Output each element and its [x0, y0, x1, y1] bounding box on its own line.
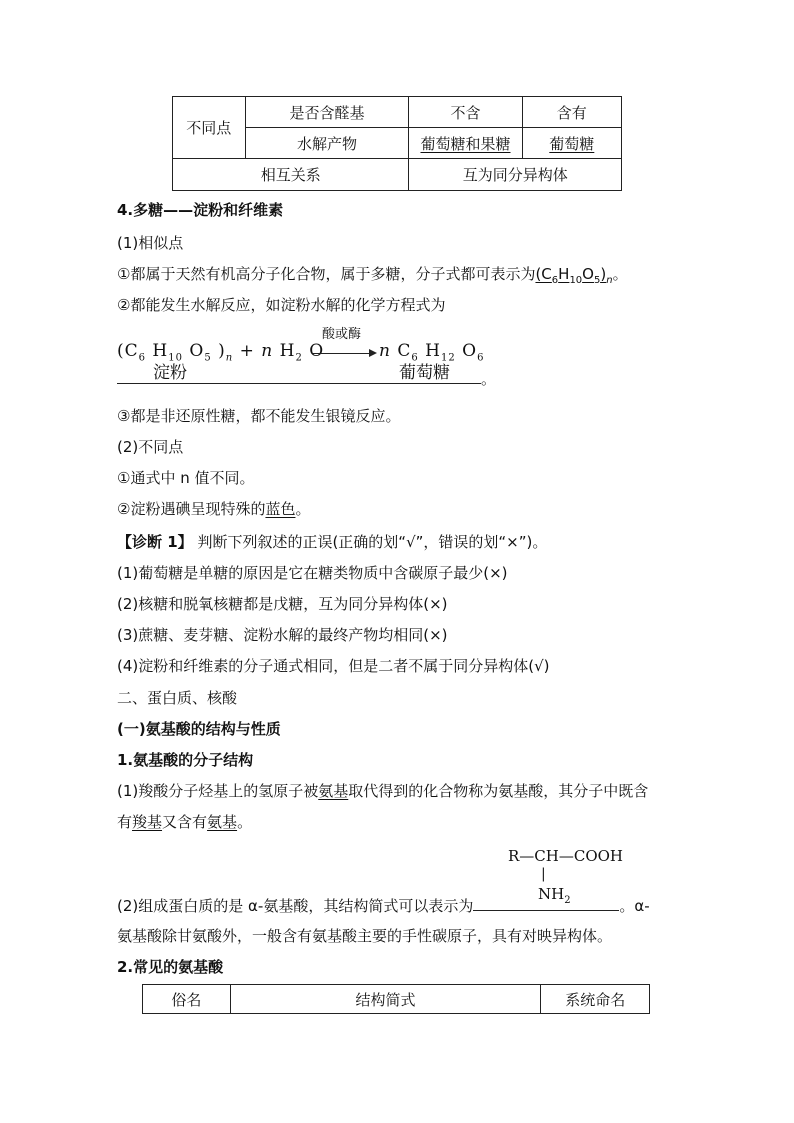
- value-cell: 含有: [522, 97, 621, 128]
- list-item: (1)葡萄糖是单糖的原因是它在糖类物质中含碳原子最少(×): [117, 564, 508, 582]
- formula-blank: $(C_6H_{10}O_5)_n$: [535, 265, 613, 286]
- structure-bond: |: [541, 866, 546, 882]
- list-item: (4)淀粉和纤维素的分子通式相同，但是二者不属于同分异构体(√): [117, 657, 550, 675]
- paragraph: ②都能发生水解反应，如淀粉水解的化学方程式为: [117, 296, 446, 314]
- prop-cell: 水解产物: [245, 128, 409, 159]
- starch-label: 淀粉: [153, 363, 187, 383]
- blank-answer: 羧基: [132, 813, 163, 831]
- paragraph: 氨基酸除甘氨酸外，一般含有氨基酸主要的手性碳原子，具有对映异构体。: [117, 927, 613, 945]
- paragraph: ①通式中 n 值不同。: [117, 469, 255, 487]
- answer-underline: [473, 894, 619, 911]
- comparison-table: [172, 96, 622, 191]
- section-title: 4.多糖——淀粉和纤维素: [117, 201, 284, 219]
- list-item: (2)核糖和脱氧核糖都是戊糖，互为同分异构体(×): [117, 595, 448, 613]
- reaction-condition: 酸或酶: [322, 327, 362, 342]
- prop-cell: 是否含醛基: [245, 97, 409, 128]
- period: 。: [481, 370, 497, 388]
- table-header: 结构简式: [230, 985, 541, 1014]
- blank-answer: 蓝色: [265, 500, 296, 518]
- structure-bottom: $NH_2$: [538, 885, 571, 906]
- hydrolysis-equation: [117, 325, 497, 388]
- blank-answer: 氨基: [318, 782, 349, 800]
- arrow-head-icon: [369, 349, 377, 357]
- paragraph: ②淀粉遇碘呈现特殊的蓝色。: [117, 500, 311, 518]
- glucose-label: 葡萄糖: [399, 363, 450, 383]
- paragraph: (2)组成蛋白质的是 α-氨基酸，其结构简式可以表示为 。α-: [117, 894, 650, 916]
- paragraph: ①都属于天然有机高分子化合物，属于多糖，分子式都可表示为$(C_6H_{10}O_5)_n$。: [117, 265, 628, 286]
- subheading: (2)不同点: [117, 438, 184, 456]
- subsection-title: (一)氨基酸的结构与性质: [117, 720, 281, 738]
- diagnosis-tag: 【诊断 1】: [117, 533, 193, 551]
- value-cell: 不含: [409, 97, 522, 128]
- answer-underline: [117, 383, 481, 384]
- paragraph: ③都是非还原性糖，都不能发生银镜反应。: [117, 407, 401, 425]
- relation-label-cell: 相互关系: [173, 159, 409, 191]
- equation-right: n $C_6$ $H_{12}$ $O_6$: [379, 341, 485, 364]
- table-header: 系统命名: [541, 985, 650, 1014]
- section-title: 2.常见的氨基酸: [117, 958, 224, 976]
- diagnosis-instruction: 判断下列叙述的正误(正确的划“√”，错误的划“×”)。: [192, 533, 548, 551]
- value-cell: [522, 128, 621, 159]
- equation-left: ($C_6$ $H_{10}$ $O_5$ )$_n + n$ $H_2$ O: [117, 341, 325, 364]
- row-header-cell: 不同点: [173, 97, 246, 159]
- blank-answer: 葡萄糖: [549, 134, 595, 153]
- subheading: (1)相似点: [117, 234, 184, 252]
- section-title: 1.氨基酸的分子结构: [117, 751, 254, 769]
- paragraph: 有羧基又含有氨基。: [117, 813, 253, 831]
- diagnosis-heading: [117, 532, 547, 552]
- value-cell: [409, 128, 522, 159]
- relation-value-cell: 互为同分异构体: [409, 159, 622, 191]
- blank-answer: 氨基: [207, 813, 238, 831]
- reaction-arrow: [313, 353, 375, 354]
- amino-acid-table: [142, 984, 650, 1014]
- table-header: 俗名: [143, 985, 231, 1014]
- part-title: 二、蛋白质、核酸: [117, 689, 238, 707]
- blank-answer: 葡萄糖和果糖: [420, 134, 511, 153]
- structure-top: R—CH—COOH: [508, 847, 624, 865]
- list-item: (3)蔗糖、麦芽糖、淀粉水解的最终产物均相同(×): [117, 626, 448, 644]
- paragraph: (1)羧酸分子烃基上的氢原子被氨基取代得到的化合物称为氨基酸，其分子中既含: [117, 782, 649, 800]
